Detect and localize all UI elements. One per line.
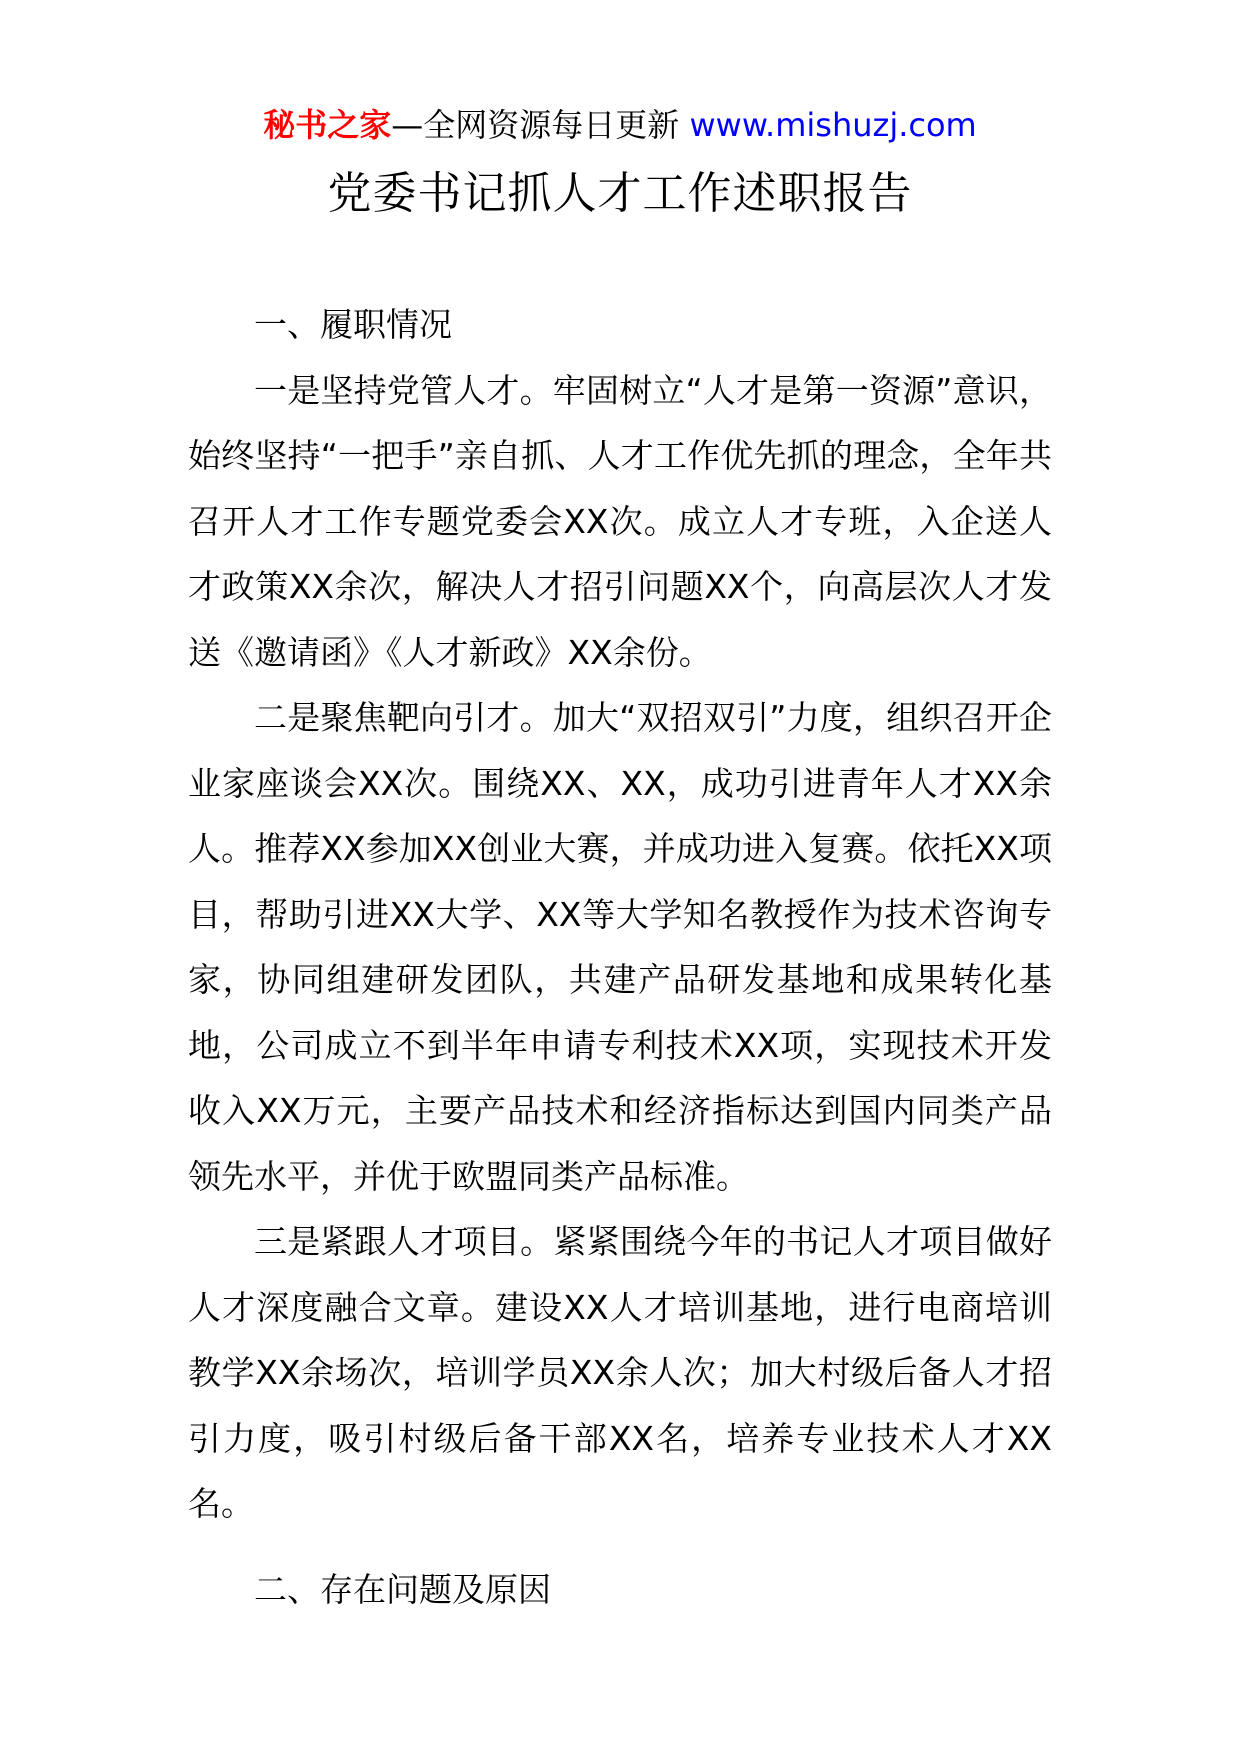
watermark-header [0,100,1240,150]
paragraph-targeted-recruitment: 二是聚焦靶向引才。加大“双招双引”力度，组织召开企业家座谈会XX次。围绕XX、XX，成功引进青年人才XX余人。推荐XX参加XX创业大赛，并成功进入复赛。依托XX项目，帮助引进XX大学、XX等大学知名教授作为技术咨询专家，协同组建研发团队，共建产品研发基地和成果转化基地，公司成立不到半年申请专利技术XX项，实现技术开发收入XX万元，主要产品技术和经济指标达到国内同类产品领先水平，并优于欧盟同类产品标准。 [188,698,1052,1196]
section-heading-problems: 二、存在问题及原因 [254,1569,551,1609]
site-url-link[interactable]: www.mishuzj.com [689,106,977,144]
paragraph-talent-projects: 三是紧跟人才项目。紧紧围绕今年的书记人才项目做好人才深度融合文章。建设XX人才培训基地，进行电商培训教学XX余场次，培训学员XX余人次；加大村级后备人才招引力度，吸引村级后备干部XX名，培养专业技术人才XX名。 [188,1222,1052,1523]
brand-name: 秘书之家 [263,106,392,144]
document-body [188,292,1052,1622]
section-heading-performance: 一、履职情况 [254,305,452,344]
section-spacer [188,1537,1052,1557]
paragraph-party-management: 一是坚持党管人才。牢固树立“人才是第一资源”意识，始终坚持“一把手”亲自抓、人才工作优先抓的理念，全年共召开人才工作专题党委会XX次。成立人才专班，入企送人才政策XX余次，解决人才招引问题XX个，向高层次人才发送《邀请函》《人才新政》XX余份。 [188,370,1052,672]
document-title: 党委书记抓人才工作述职报告 [327,168,913,219]
header-tagline: —全网资源每日更新 [391,106,680,144]
